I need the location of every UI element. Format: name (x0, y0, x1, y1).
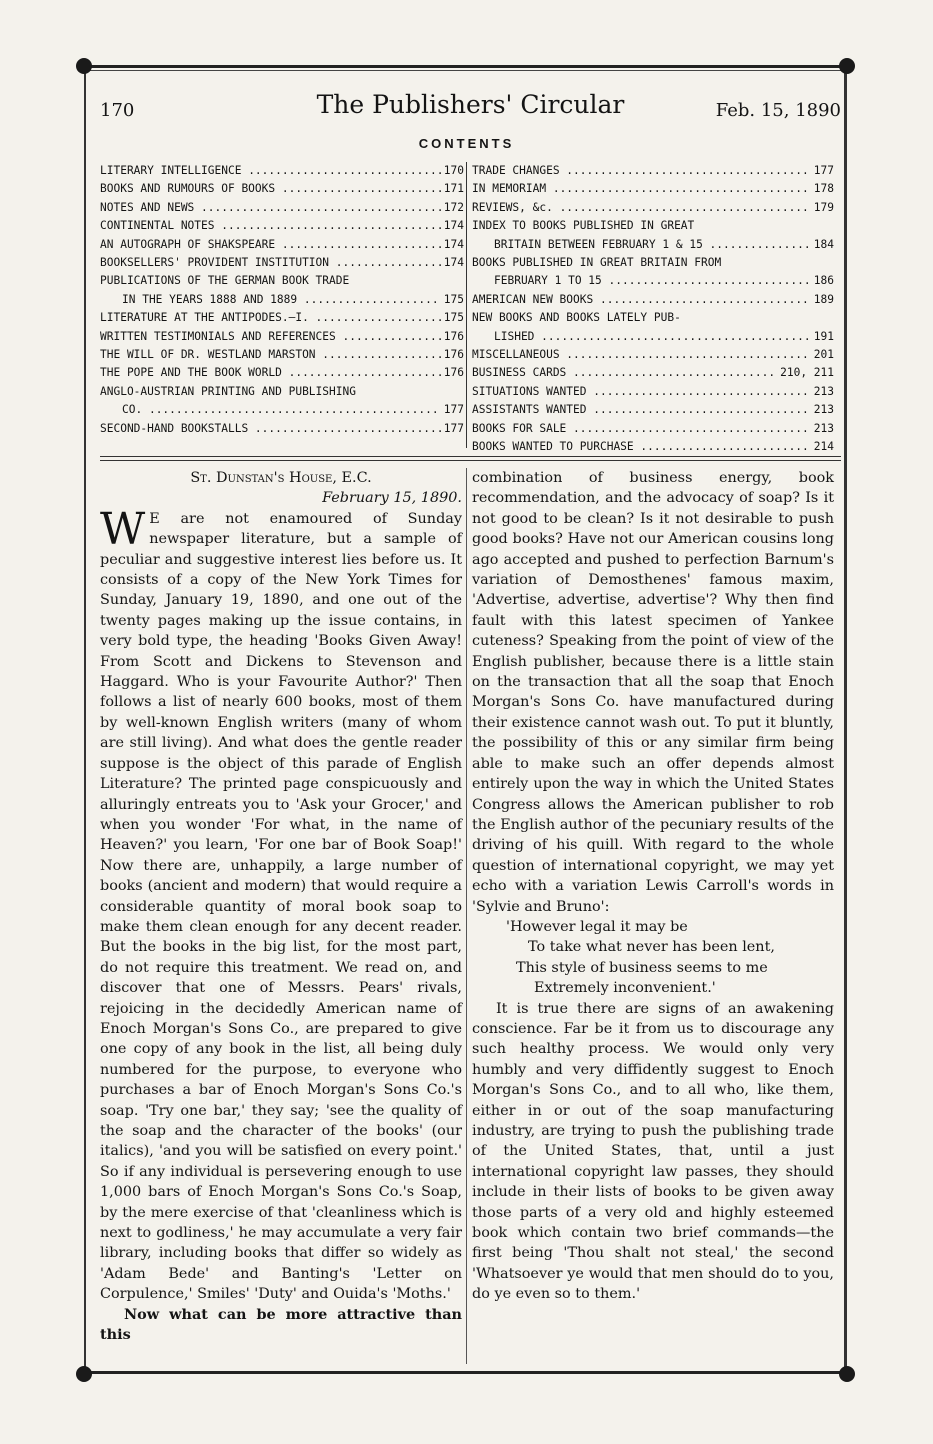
contents-entry-page: 214 (813, 440, 834, 454)
contents-entry-page: 213 (813, 421, 834, 435)
contents-entry-page: 176 (443, 366, 464, 380)
article-text: E are not enamoured of Sunday newspaper literature, but a sample of peculiar and suggestive interest lies before us. It consists of a copy of the New York Times for Sunday, January 19, 1890, and one out of the twenty pages making up the issue contains, in very bold type, the heading 'Books Given Away! From Scott and Dickens to Stevenson and Haggard. Who is your Favourite Author?' Then follows a list of nearly 600 books, most of them by well-known English writers (many of whom are still living). And what does the gentle reader suppose is the object of this parade of English Literature? The printed page conspicuously and alluringly entreats you to 'Ask your Grocer,' and when you wonder 'For what, in the name of Heaven?' you learn, 'For one bar of Book Soap!' Now there are, unhappily, a large number of books (ancient and modern) that would require a considerable quantity of moral book soap to make them clean enough for any decent reader. But the books in the big list, for the most part, do not require this treatment. We read on, and discover that one of Messrs. Pears' rivals, rejoicing in the decidedly American name of Enoch Morgan's Sons Co., are prepared to give one copy of any book in the list, all being duly numbered for the purpose, to everyone who purchases a bar of Enoch Morgan's Sons Co.'s soap. 'Try one bar,' they say; 'see the quality of the soap and the character of the books' (our italics), 'and you will be satisfied on every point.' So if any individual is persevering enough to use 1,000 bars of Enoch Morgan's Sons Co.'s Soap, by the mere exercise of that 'cleanliness which is next to godliness,' he may accumulate a very fair library, including books that differ so widely as 'Adam Bede' and Banting's 'Letter on Corpulence,' Smiles' 'Duty' and Ouida's 'Moths.' (100, 510, 462, 1303)
corner-ornament-icon (839, 1366, 855, 1382)
contents-entry-title: INDEX TO BOOKS PUBLISHED IN GREAT (472, 219, 695, 233)
journal-title: The Publishers' Circular (316, 90, 625, 119)
contents-entry (472, 420, 834, 438)
contents-entry-title: FEBRUARY 1 TO 15 ..... (472, 272, 811, 290)
contents-entry (472, 383, 834, 401)
contents-entry-page: 170 (443, 164, 464, 177)
contents-entry (472, 309, 834, 327)
contents-entry-title: AMERICAN NEW BOOKS ..... (472, 291, 811, 309)
contents-divider (466, 162, 467, 448)
contents-entry-title: ASSISTANTS WANTED ..... (472, 401, 811, 419)
contents-entry (472, 236, 834, 254)
contents-entry-page: 174 (443, 237, 464, 251)
contents-entry (472, 217, 834, 235)
contents-entry-title: BOOKS WANTED TO PURCHASE ..... (472, 438, 811, 456)
contents-entry-page: 186 (813, 274, 834, 288)
contents-entry (472, 346, 834, 364)
contents-entry-title: TRADE CHANGES ..... (472, 162, 811, 180)
contents-entry-title: BOOKS AND RUMOURS OF BOOKS ..... (100, 180, 441, 198)
contents-entry-title: ANGLO-AUSTRIAN PRINTING AND PUBLISHING (100, 384, 356, 398)
verse-line: 'However legal it may be (506, 918, 688, 935)
article-paragraph-end: Now what can be more attractive than this (100, 1305, 462, 1344)
contents-entry-title: IN MEMORIAM ..... (472, 180, 811, 198)
contents-entry-page (831, 254, 834, 272)
contents-entry-page: 184 (813, 237, 834, 251)
contents-entry (100, 162, 464, 180)
contents-entry-page (831, 217, 834, 235)
contents-entry-title: BRITAIN BETWEEN FEBRUARY 1 & 15 ..... (472, 236, 811, 254)
contents-entry (100, 420, 464, 438)
contents-entry-page: 210, 211 (780, 366, 834, 380)
contents-entry-page: 178 (813, 182, 834, 196)
contents-left-column (100, 162, 464, 438)
article-left-column (100, 468, 462, 1345)
contents-entry-page: 176 (443, 348, 464, 362)
top-border-rule (84, 65, 847, 68)
contents-entry (472, 180, 834, 198)
contents-entry-page: 172 (443, 200, 464, 214)
contents-entry (100, 291, 464, 309)
verse-line: Extremely inconvenient.' (534, 980, 716, 997)
contents-heading: CONTENTS (418, 136, 515, 151)
contents-entry-page: 175 (443, 292, 464, 306)
contents-entry (472, 401, 834, 419)
contents-entry-title: NEW BOOKS AND BOOKS LATELY PUB- (472, 311, 681, 325)
column-divider (466, 468, 467, 1364)
verse-quote (472, 917, 834, 999)
contents-entry-title: THE POPE AND THE BOOK WORLD ..... (100, 364, 441, 382)
contents-entry-page: 177 (443, 403, 464, 417)
right-border-rule (844, 60, 847, 1368)
contents-entry (100, 401, 464, 419)
contents-entry-title: BOOKS FOR SALE ..... (472, 420, 811, 438)
contents-entry (100, 272, 464, 290)
contents-entry (100, 236, 464, 254)
contents-entry-title: THE WILL OF DR. WESTLAND MARSTON ..... (100, 346, 441, 364)
corner-ornament-icon (839, 58, 855, 74)
contents-entry-title: MISCELLANEOUS ..... (472, 346, 811, 364)
contents-entry (472, 254, 834, 272)
contents-entry-page: 189 (813, 292, 834, 306)
contents-entry-title: LITERATURE AT THE ANTIPODES.—I. ..... (100, 309, 441, 327)
contents-entry (100, 199, 464, 217)
contents-entry (100, 383, 464, 401)
contents-entry (472, 199, 834, 217)
contents-entry-page: 171 (443, 182, 464, 196)
contents-entry-page: 177 (443, 421, 464, 435)
contents-entry-title: NOTES AND NEWS ..... (100, 199, 441, 217)
contents-entry-title: CONTINENTAL NOTES ..... (100, 217, 441, 235)
contents-entry-page: 177 (813, 164, 834, 177)
contents-entry-title: SITUATIONS WANTED ..... (472, 383, 811, 401)
verse-line: This style of business seems to me (516, 959, 768, 976)
contents-entry-title: SECOND-HAND BOOKSTALLS ..... (100, 420, 441, 438)
contents-entry-page: 174 (443, 219, 464, 233)
contents-entry (472, 291, 834, 309)
contents-entry-page: 191 (813, 329, 834, 343)
corner-ornament-icon (76, 58, 92, 74)
contents-entry (100, 217, 464, 235)
page-header (100, 86, 841, 126)
contents-entry-page (461, 272, 464, 290)
contents-entry-title: CO. ..... (100, 401, 441, 419)
contents-entry-page: 176 (443, 329, 464, 343)
contents-entry (100, 364, 464, 382)
article-text: combination of business energy, book recommendation, and the advocacy of soap? Is it not good to be clean? Is it not desirable to push good books? Have not our American cousins long ago accepted and pushed to perfection Barnum's variation of Demosthenes' famous maxim, 'Advertise, advertise, advertise'? Why then find fault with this latest specimen of Yankee cuteness? Speaking from the point of view of the English publisher, because there is a little stain on the transaction that all the soap that Enoch Morgan's Sons Co. have manufactured during their existence cannot wash out. To put it bluntly, the possibility of this or any similar firm being able to make such an offer depends almost entirely upon the way in which the United States Congress allows the American publisher to rob the English author of the pecuniary results of the driving of his quill. With regard to the whole question of international copyright, we may yet echo with a variation Lewis Carroll's words in 'Sylvie and Bruno': (472, 470, 834, 915)
drop-cap: W (100, 503, 146, 555)
contents-entry-title: IN THE YEARS 1888 AND 1889 ..... (100, 291, 441, 309)
corner-ornament-icon (76, 1366, 92, 1382)
article-text: It is true there are signs of an awakening conscience. Far be it from us to discourage any such healthy process. We would only very humbly and very diffidently suggest to Enoch Morgan's Sons Co., and to all who, like them, either in or out of the soap manufacturing industry, are trying to push the publishing trade of the United States, that, until a just international copyright law passes, they should include in their lists of books to be given away those parts of a very old and highly esteemed book which contain two brief commands—the first being 'Thou shalt not steal,' the second 'Whatsoever ye would that men should do to you, do ye even so to them.' (472, 1000, 834, 1303)
article-right-column (472, 468, 834, 1305)
verse-line: To take what never has been lent, (528, 939, 775, 956)
contents-entry (472, 162, 834, 180)
contents-entry-title: LITERARY INTELLIGENCE ..... (100, 162, 441, 180)
contents-entry (472, 364, 834, 382)
contents-entry-page: 175 (443, 311, 464, 325)
section-rule (100, 460, 841, 461)
contents-entry-title: AN AUTOGRAPH OF SHAKSPEARE ..... (100, 236, 441, 254)
contents-entry-title: BOOKS PUBLISHED IN GREAT BRITAIN FROM (472, 256, 722, 270)
contents-entry-title: LISHED ..... (472, 328, 811, 346)
contents-entry (472, 438, 834, 456)
contents-entry-title: PUBLICATIONS OF THE GERMAN BOOK TRADE (100, 274, 350, 288)
page-number: 170 (100, 100, 135, 121)
article-paragraph (100, 503, 462, 1305)
bottom-border-rule (84, 1371, 847, 1374)
contents-entry-page: 174 (443, 256, 464, 270)
contents-entry-page (461, 383, 464, 401)
dateline-date: February 15, 1890. (322, 490, 462, 507)
contents-entry-title: REVIEWS, &c. ..... (472, 199, 811, 217)
contents-entry (472, 272, 834, 290)
contents-entry-title: BOOKSELLERS' PROVIDENT INSTITUTION ..... (100, 254, 441, 272)
contents-entry-page: 179 (813, 200, 834, 214)
contents-entry-page: 201 (813, 348, 834, 362)
contents-entry (472, 328, 834, 346)
left-border-rule (84, 60, 86, 1368)
contents-entry-page: 213 (813, 384, 834, 398)
contents-entry-title: WRITTEN TESTIMONIALS AND REFERENCES ..... (100, 328, 441, 346)
contents-entry-title: BUSINESS CARDS ..... (472, 364, 777, 382)
contents-entry (100, 346, 464, 364)
top-border-thin-rule (84, 70, 847, 71)
contents-entry-page: 213 (813, 403, 834, 417)
contents-entry (100, 309, 464, 327)
dateline-place: St. Dunstan's House, E.C. (190, 470, 372, 486)
section-rule (100, 456, 841, 457)
contents-entry (100, 254, 464, 272)
contents-entry-page (831, 309, 834, 327)
contents-entry (100, 328, 464, 346)
contents-entry (100, 180, 464, 198)
issue-date: Feb. 15, 1890 (715, 100, 841, 121)
contents-right-column (472, 162, 834, 457)
